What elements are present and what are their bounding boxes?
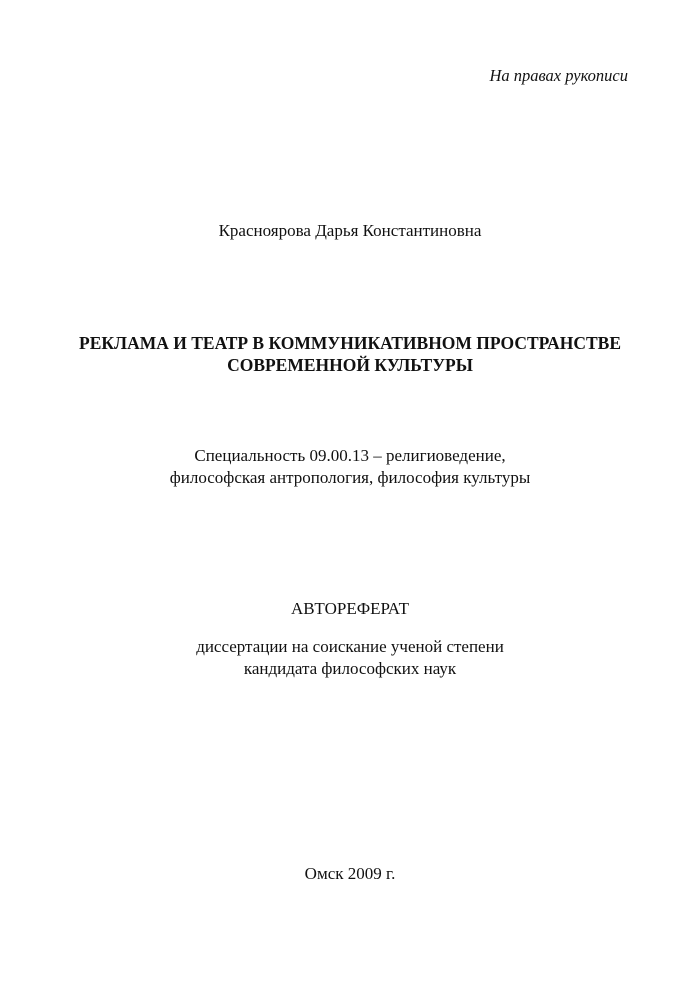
specialty-line-1: Специальность 09.00.13 – религиоведение, [194,446,506,465]
place-year: Омск 2009 г. [304,864,396,883]
degree-line-1: диссертации на соискание ученой степени [196,637,504,656]
specialty-line-2: философская антропология, философия культуры [169,468,531,487]
title-line-2: СОВРЕМЕННОЙ КУЛЬТУРЫ [227,355,473,375]
author-name: Красноярова Дарья Константиновна [218,221,482,240]
manuscript-note: На правах рукописи [489,66,628,85]
degree-line-2: кандидата философских наук [243,659,457,678]
document-type: АВТОРЕФЕРАТ [291,599,409,618]
title-line-1: РЕКЛАМА И ТЕАТР В КОММУНИКАТИВНОМ ПРОСТРАНСТВЕ [79,333,621,353]
